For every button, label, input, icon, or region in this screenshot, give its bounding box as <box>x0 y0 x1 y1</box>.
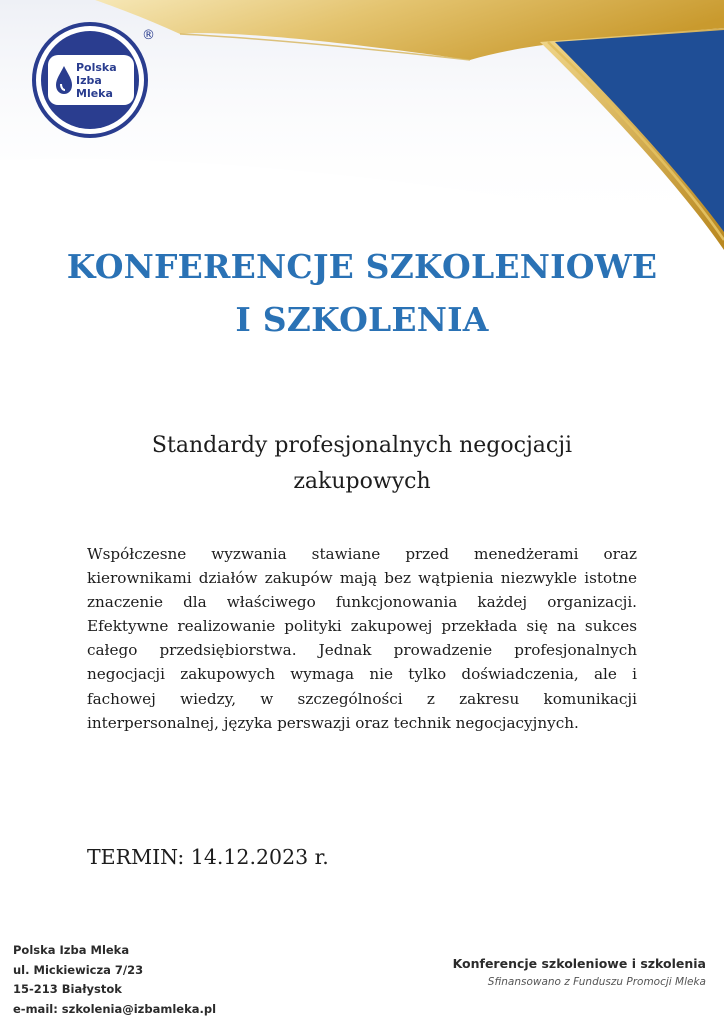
polska-izba-mleka-logo <box>30 22 152 138</box>
logo-text-line3: Mleka <box>76 87 113 100</box>
footer-info <box>453 955 706 991</box>
contact-address <box>13 941 216 1019</box>
logo-text-line1: Polska <box>76 61 117 74</box>
page-title-line2: I SZKOLENIA <box>235 300 489 339</box>
course-title <box>0 428 724 500</box>
funding-note: Sfinansowano z Funduszu Promocji Mleka <box>487 976 706 988</box>
page-title <box>0 240 724 346</box>
course-title-line2: zakupowych <box>293 469 431 494</box>
event-date: TERMIN: 14.12.2023 r. <box>87 845 329 869</box>
course-title-line1: Standardy profesjonalnych negocjacji <box>151 433 573 458</box>
description-paragraph: Współczesne wyzwania stawiane przed menedżerami oraz kierownikami działów zakupów mają bez wątpienia niezwykle istotne znaczenie dla właściwego funkcjonowania każdej organizacji. Efektywne realizowanie polityki zakupowej przekłada się na sukces całego przedsiębiorstwa. Jednak prowadzenie profesjonalnych negocjacji zakupowych wymaga nie tylko doświadczenia, ale i fachowej wiedzy, w szczególności z zakresu komunikacji interpersonalnej, języka perswazji oraz technik negocjacyjnych. <box>87 545 637 732</box>
organization-name: Polska Izba Mleka <box>13 943 130 957</box>
page-title-line1: KONFERENCJE SZKOLENIOWE <box>66 247 658 286</box>
city-postal: 15-213 Białystok <box>13 982 122 996</box>
email-address[interactable]: e-mail: szkolenia@izbamleka.pl <box>13 1001 217 1016</box>
footer-title: Konferencje szkoleniowe i szkolenia <box>452 956 706 971</box>
registered-mark: ® <box>142 28 155 43</box>
logo-text-line2: Izba <box>76 74 102 87</box>
street-address: ul. Mickiewicza 7/23 <box>13 962 144 977</box>
